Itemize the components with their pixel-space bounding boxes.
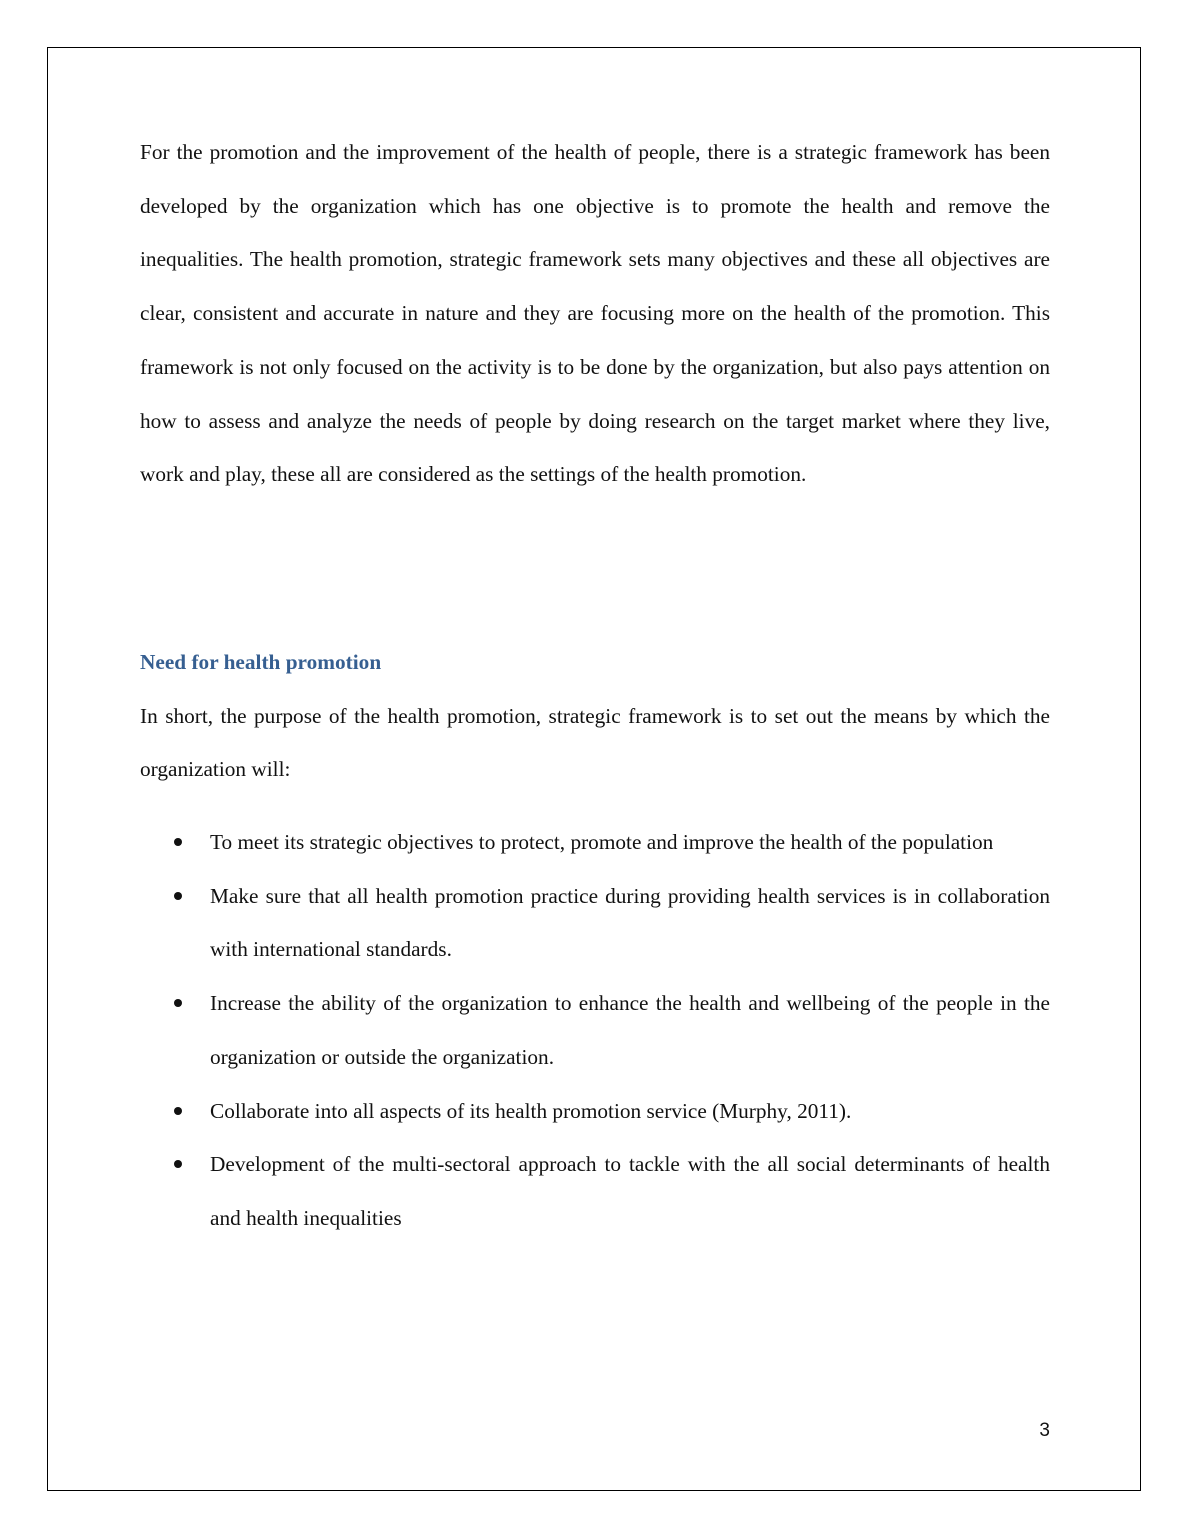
section-heading: Need for health promotion	[140, 649, 382, 674]
intro-paragraph: For the promotion and the improvement of the health of people, there is a strategic framework has been developed by the organization which has one objective is to promote the health and remove the inequalities. The health promotion, strategic framework sets many objectives and these all objectives are clear, consistent and accurate in nature and they are focusing more on the health of the promotion. This framework is not only focused on the activity is to be done by the organization, but also pays attention on how to assess and analyze the needs of people by doing research on the target market where they live, work and play, these all are considered as the settings of the health promotion.	[140, 140, 1050, 487]
list-item	[140, 816, 1050, 870]
list-item	[140, 1138, 1050, 1245]
list-item-text: Development of the multi-sectoral approach to tackle with the all social determinants of health and health inequalities	[210, 1152, 1050, 1230]
bullet-icon	[174, 838, 182, 846]
list-item-text: Increase the ability of the organization to enhance the health and wellbeing of the people in the organization or outside the organization.	[210, 991, 1050, 1069]
list-item-text: To meet its strategic objectives to protect, promote and improve the health of the population	[210, 830, 994, 855]
list-item	[140, 1085, 1050, 1139]
bullet-icon	[174, 999, 182, 1007]
bullet-icon	[174, 1107, 182, 1115]
list-item-text: Collaborate into all aspects of its health promotion service (Murphy, 2011).	[210, 1098, 852, 1123]
list-item	[140, 870, 1050, 977]
page-number: 3	[1039, 1420, 1050, 1441]
list-item	[140, 977, 1050, 1084]
document-body	[140, 126, 1050, 1246]
bullet-icon	[174, 1160, 182, 1168]
section-intro-paragraph: In short, the purpose of the health promotion, strategic framework is to set out the means by which the organization will:	[140, 703, 1050, 782]
objectives-list	[140, 816, 1050, 1246]
section-spacer	[140, 502, 1050, 636]
list-item-text: Make sure that all health promotion practice during providing health services is in collaboration with international standards.	[210, 883, 1050, 962]
bullet-icon	[174, 892, 182, 900]
